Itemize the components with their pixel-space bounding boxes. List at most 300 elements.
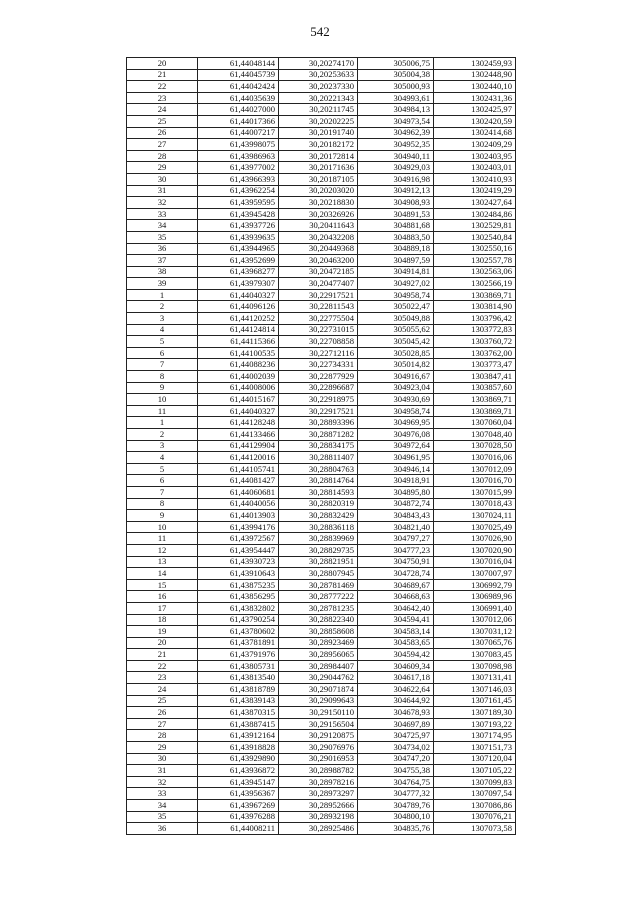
table-row <box>127 127 516 139</box>
coordinates-table <box>126 57 516 835</box>
x-coordinate-cell: 304583,65 <box>358 637 434 649</box>
x-coordinate-cell: 304644,92 <box>358 695 434 707</box>
x-coordinate-cell: 304984,13 <box>358 104 434 116</box>
x-coordinate-cell: 304797,27 <box>358 533 434 545</box>
point-number-cell: 10 <box>127 521 198 533</box>
latitude-cell: 61,43945147 <box>198 776 279 788</box>
y-coordinate-cell: 1307120,04 <box>434 753 516 765</box>
x-coordinate-cell: 304789,76 <box>358 800 434 812</box>
longitude-cell: 30,22731015 <box>279 324 358 336</box>
point-number-cell: 34 <box>127 220 198 232</box>
y-coordinate-cell: 1302563,06 <box>434 266 516 278</box>
latitude-cell: 61,44120016 <box>198 452 279 464</box>
table-row <box>127 614 516 626</box>
table-row <box>127 115 516 127</box>
x-coordinate-cell: 304668,63 <box>358 591 434 603</box>
y-coordinate-cell: 1307073,58 <box>434 823 516 835</box>
x-coordinate-cell: 304930,69 <box>358 394 434 406</box>
latitude-cell: 61,43832802 <box>198 602 279 614</box>
table-row <box>127 92 516 104</box>
y-coordinate-cell: 1307024,11 <box>434 510 516 522</box>
longitude-cell: 30,29044762 <box>279 672 358 684</box>
longitude-cell: 30,28781235 <box>279 602 358 614</box>
x-coordinate-cell: 304843,43 <box>358 510 434 522</box>
table-row <box>127 301 516 313</box>
x-coordinate-cell: 305028,85 <box>358 347 434 359</box>
y-coordinate-cell: 1307083,45 <box>434 649 516 661</box>
x-coordinate-cell: 304642,40 <box>358 602 434 614</box>
table-row <box>127 475 516 487</box>
table-row <box>127 452 516 464</box>
table-row <box>127 417 516 429</box>
x-coordinate-cell: 304916,98 <box>358 173 434 185</box>
x-coordinate-cell: 304881,68 <box>358 220 434 232</box>
longitude-cell: 30,28822340 <box>279 614 358 626</box>
y-coordinate-cell: 1307086,86 <box>434 800 516 812</box>
point-number-cell: 25 <box>127 695 198 707</box>
longitude-cell: 30,28923469 <box>279 637 358 649</box>
table-row <box>127 695 516 707</box>
x-coordinate-cell: 304923,04 <box>358 382 434 394</box>
latitude-cell: 61,43968277 <box>198 266 279 278</box>
longitude-cell: 30,28807945 <box>279 568 358 580</box>
latitude-cell: 61,44088236 <box>198 359 279 371</box>
table-row <box>127 718 516 730</box>
table-row <box>127 672 516 684</box>
y-coordinate-cell: 1307065,76 <box>434 637 516 649</box>
x-coordinate-cell: 304800,10 <box>358 811 434 823</box>
latitude-cell: 61,43986963 <box>198 150 279 162</box>
y-coordinate-cell: 1307098,98 <box>434 660 516 672</box>
x-coordinate-cell: 304972,64 <box>358 440 434 452</box>
point-number-cell: 34 <box>127 800 198 812</box>
x-coordinate-cell: 304777,32 <box>358 788 434 800</box>
x-coordinate-cell: 304973,54 <box>358 115 434 127</box>
latitude-cell: 61,43944965 <box>198 243 279 255</box>
x-coordinate-cell: 304897,59 <box>358 255 434 267</box>
x-coordinate-cell: 304728,74 <box>358 568 434 580</box>
latitude-cell: 61,44035639 <box>198 92 279 104</box>
y-coordinate-cell: 1307131,41 <box>434 672 516 684</box>
longitude-cell: 30,28893396 <box>279 417 358 429</box>
point-number-cell: 20 <box>127 58 198 70</box>
y-coordinate-cell: 1302414,68 <box>434 127 516 139</box>
latitude-cell: 61,43976288 <box>198 811 279 823</box>
longitude-cell: 30,22917521 <box>279 405 358 417</box>
y-coordinate-cell: 1307016,06 <box>434 452 516 464</box>
table-row <box>127 289 516 301</box>
latitude-cell: 61,43839143 <box>198 695 279 707</box>
point-number-cell: 2 <box>127 301 198 313</box>
x-coordinate-cell: 304747,20 <box>358 753 434 765</box>
longitude-cell: 30,20187105 <box>279 173 358 185</box>
x-coordinate-cell: 305014,82 <box>358 359 434 371</box>
latitude-cell: 61,43918828 <box>198 742 279 754</box>
point-number-cell: 22 <box>127 81 198 93</box>
y-coordinate-cell: 1307076,21 <box>434 811 516 823</box>
longitude-cell: 30,28834175 <box>279 440 358 452</box>
point-number-cell: 19 <box>127 626 198 638</box>
y-coordinate-cell: 1307018,43 <box>434 498 516 510</box>
point-number-cell: 23 <box>127 672 198 684</box>
longitude-cell: 30,20463200 <box>279 255 358 267</box>
table-row <box>127 544 516 556</box>
latitude-cell: 61,44008211 <box>198 823 279 835</box>
table-row <box>127 823 516 835</box>
table-row <box>127 278 516 290</box>
y-coordinate-cell: 1307097,54 <box>434 788 516 800</box>
y-coordinate-cell: 1302403,01 <box>434 162 516 174</box>
table-row <box>127 185 516 197</box>
table-row <box>127 556 516 568</box>
table-row <box>127 429 516 441</box>
longitude-cell: 30,20274170 <box>279 58 358 70</box>
point-number-cell: 20 <box>127 637 198 649</box>
x-coordinate-cell: 304891,53 <box>358 208 434 220</box>
longitude-cell: 30,28832429 <box>279 510 358 522</box>
point-number-cell: 1 <box>127 417 198 429</box>
y-coordinate-cell: 1303762,00 <box>434 347 516 359</box>
latitude-cell: 61,43790254 <box>198 614 279 626</box>
longitude-cell: 30,20411643 <box>279 220 358 232</box>
longitude-cell: 30,28839969 <box>279 533 358 545</box>
latitude-cell: 61,44120252 <box>198 313 279 325</box>
latitude-cell: 61,43870315 <box>198 707 279 719</box>
y-coordinate-cell: 1307048,40 <box>434 429 516 441</box>
latitude-cell: 61,44002039 <box>198 371 279 383</box>
y-coordinate-cell: 1307020,90 <box>434 544 516 556</box>
longitude-cell: 30,28973297 <box>279 788 358 800</box>
latitude-cell: 61,44045739 <box>198 69 279 81</box>
latitude-cell: 61,44133466 <box>198 429 279 441</box>
table-row <box>127 394 516 406</box>
latitude-cell: 61,44042424 <box>198 81 279 93</box>
point-number-cell: 21 <box>127 649 198 661</box>
latitude-cell: 61,44017366 <box>198 115 279 127</box>
latitude-cell: 61,43937726 <box>198 220 279 232</box>
y-coordinate-cell: 1307174,95 <box>434 730 516 742</box>
table-row <box>127 336 516 348</box>
longitude-cell: 30,28820319 <box>279 498 358 510</box>
table-row <box>127 649 516 661</box>
table-row <box>127 405 516 417</box>
longitude-cell: 30,20449368 <box>279 243 358 255</box>
table-row <box>127 707 516 719</box>
table-row <box>127 637 516 649</box>
x-coordinate-cell: 304583,14 <box>358 626 434 638</box>
longitude-cell: 30,20432208 <box>279 231 358 243</box>
point-number-cell: 36 <box>127 243 198 255</box>
longitude-cell: 30,20202225 <box>279 115 358 127</box>
latitude-cell: 61,44048144 <box>198 58 279 70</box>
y-coordinate-cell: 1302529,81 <box>434 220 516 232</box>
point-number-cell: 27 <box>127 718 198 730</box>
longitude-cell: 30,22918975 <box>279 394 358 406</box>
y-coordinate-cell: 1307016,70 <box>434 475 516 487</box>
x-coordinate-cell: 305055,62 <box>358 324 434 336</box>
latitude-cell: 61,44008006 <box>198 382 279 394</box>
table-row <box>127 788 516 800</box>
y-coordinate-cell: 1306992,79 <box>434 579 516 591</box>
longitude-cell: 30,22917521 <box>279 289 358 301</box>
x-coordinate-cell: 304962,39 <box>358 127 434 139</box>
point-number-cell: 15 <box>127 579 198 591</box>
longitude-cell: 30,28952666 <box>279 800 358 812</box>
y-coordinate-cell: 1302431,36 <box>434 92 516 104</box>
y-coordinate-cell: 1303869,71 <box>434 289 516 301</box>
longitude-cell: 30,28814764 <box>279 475 358 487</box>
longitude-cell: 30,28988782 <box>279 765 358 777</box>
longitude-cell: 30,29016953 <box>279 753 358 765</box>
point-number-cell: 39 <box>127 278 198 290</box>
y-coordinate-cell: 1303857,60 <box>434 382 516 394</box>
longitude-cell: 30,22775504 <box>279 313 358 325</box>
point-number-cell: 27 <box>127 139 198 151</box>
table-row <box>127 521 516 533</box>
x-coordinate-cell: 304734,02 <box>358 742 434 754</box>
longitude-cell: 30,20253633 <box>279 69 358 81</box>
x-coordinate-cell: 305000,93 <box>358 81 434 93</box>
point-number-cell: 18 <box>127 614 198 626</box>
x-coordinate-cell: 304678,93 <box>358 707 434 719</box>
point-number-cell: 8 <box>127 498 198 510</box>
x-coordinate-cell: 304946,14 <box>358 463 434 475</box>
longitude-cell: 30,20477407 <box>279 278 358 290</box>
table-row <box>127 730 516 742</box>
latitude-cell: 61,43939635 <box>198 231 279 243</box>
x-coordinate-cell: 304689,67 <box>358 579 434 591</box>
x-coordinate-cell: 304835,76 <box>358 823 434 835</box>
y-coordinate-cell: 1302459,93 <box>434 58 516 70</box>
longitude-cell: 30,28925486 <box>279 823 358 835</box>
point-number-cell: 6 <box>127 475 198 487</box>
longitude-cell: 30,29099643 <box>279 695 358 707</box>
latitude-cell: 61,43929890 <box>198 753 279 765</box>
table-row <box>127 742 516 754</box>
latitude-cell: 61,44128248 <box>198 417 279 429</box>
x-coordinate-cell: 304958,74 <box>358 405 434 417</box>
longitude-cell: 30,22811543 <box>279 301 358 313</box>
latitude-cell: 61,44129904 <box>198 440 279 452</box>
point-number-cell: 28 <box>127 730 198 742</box>
point-number-cell: 2 <box>127 429 198 441</box>
longitude-cell: 30,20326926 <box>279 208 358 220</box>
x-coordinate-cell: 304622,64 <box>358 684 434 696</box>
point-number-cell: 21 <box>127 69 198 81</box>
x-coordinate-cell: 305022,47 <box>358 301 434 313</box>
x-coordinate-cell: 304912,13 <box>358 185 434 197</box>
table-row <box>127 776 516 788</box>
longitude-cell: 30,28781469 <box>279 579 358 591</box>
y-coordinate-cell: 1302448,90 <box>434 69 516 81</box>
table-row <box>127 313 516 325</box>
latitude-cell: 61,43994176 <box>198 521 279 533</box>
x-coordinate-cell: 305004,38 <box>358 69 434 81</box>
longitude-cell: 30,28804763 <box>279 463 358 475</box>
point-number-cell: 3 <box>127 440 198 452</box>
latitude-cell: 61,44007217 <box>198 127 279 139</box>
y-coordinate-cell: 1307105,22 <box>434 765 516 777</box>
page-number: 542 <box>310 24 330 39</box>
x-coordinate-cell: 304883,50 <box>358 231 434 243</box>
point-number-cell: 35 <box>127 811 198 823</box>
longitude-cell: 30,28984407 <box>279 660 358 672</box>
table-row <box>127 568 516 580</box>
x-coordinate-cell: 304764,75 <box>358 776 434 788</box>
point-number-cell: 11 <box>127 405 198 417</box>
longitude-cell: 30,28932198 <box>279 811 358 823</box>
x-coordinate-cell: 305006,75 <box>358 58 434 70</box>
point-number-cell: 36 <box>127 823 198 835</box>
latitude-cell: 61,43805731 <box>198 660 279 672</box>
longitude-cell: 30,28829735 <box>279 544 358 556</box>
x-coordinate-cell: 304755,38 <box>358 765 434 777</box>
latitude-cell: 61,43875235 <box>198 579 279 591</box>
x-coordinate-cell: 304697,89 <box>358 718 434 730</box>
x-coordinate-cell: 304927,02 <box>358 278 434 290</box>
latitude-cell: 61,43979307 <box>198 278 279 290</box>
point-number-cell: 29 <box>127 162 198 174</box>
point-number-cell: 32 <box>127 197 198 209</box>
latitude-cell: 61,44015167 <box>198 394 279 406</box>
point-number-cell: 24 <box>127 684 198 696</box>
y-coordinate-cell: 1302419,29 <box>434 185 516 197</box>
latitude-cell: 61,43791976 <box>198 649 279 661</box>
y-coordinate-cell: 1307099,83 <box>434 776 516 788</box>
y-coordinate-cell: 1307026,90 <box>434 533 516 545</box>
table-row <box>127 510 516 522</box>
longitude-cell: 30,28956065 <box>279 649 358 661</box>
longitude-cell: 30,28871282 <box>279 429 358 441</box>
latitude-cell: 61,44040327 <box>198 405 279 417</box>
x-coordinate-cell: 304872,74 <box>358 498 434 510</box>
table-row <box>127 591 516 603</box>
longitude-cell: 30,20182172 <box>279 139 358 151</box>
table-row <box>127 58 516 70</box>
table-row <box>127 69 516 81</box>
longitude-cell: 30,29120875 <box>279 730 358 742</box>
table-row <box>127 347 516 359</box>
latitude-cell: 61,43956367 <box>198 788 279 800</box>
y-coordinate-cell: 1302409,29 <box>434 139 516 151</box>
longitude-cell: 30,20237330 <box>279 81 358 93</box>
point-number-cell: 12 <box>127 544 198 556</box>
y-coordinate-cell: 1307015,99 <box>434 486 516 498</box>
x-coordinate-cell: 304594,42 <box>358 649 434 661</box>
table-row <box>127 498 516 510</box>
table-row <box>127 150 516 162</box>
x-coordinate-cell: 304594,41 <box>358 614 434 626</box>
x-coordinate-cell: 304976,08 <box>358 429 434 441</box>
table-row <box>127 255 516 267</box>
point-number-cell: 8 <box>127 371 198 383</box>
y-coordinate-cell: 1307028,50 <box>434 440 516 452</box>
latitude-cell: 61,44105741 <box>198 463 279 475</box>
point-number-cell: 13 <box>127 556 198 568</box>
x-coordinate-cell: 305049,88 <box>358 313 434 325</box>
longitude-cell: 30,22734331 <box>279 359 358 371</box>
y-coordinate-cell: 1302420,59 <box>434 115 516 127</box>
table-row <box>127 162 516 174</box>
x-coordinate-cell: 304750,91 <box>358 556 434 568</box>
point-number-cell: 22 <box>127 660 198 672</box>
x-coordinate-cell: 304918,91 <box>358 475 434 487</box>
point-number-cell: 29 <box>127 742 198 754</box>
y-coordinate-cell: 1302440,10 <box>434 81 516 93</box>
y-coordinate-cell: 1307060,04 <box>434 417 516 429</box>
table-row <box>127 220 516 232</box>
longitude-cell: 30,20172814 <box>279 150 358 162</box>
table-row <box>127 602 516 614</box>
y-coordinate-cell: 1303869,71 <box>434 394 516 406</box>
y-coordinate-cell: 1307031,12 <box>434 626 516 638</box>
point-number-cell: 26 <box>127 707 198 719</box>
longitude-cell: 30,20171636 <box>279 162 358 174</box>
y-coordinate-cell: 1303869,71 <box>434 405 516 417</box>
y-coordinate-cell: 1302410,93 <box>434 173 516 185</box>
point-number-cell: 7 <box>127 359 198 371</box>
point-number-cell: 35 <box>127 231 198 243</box>
latitude-cell: 61,43972567 <box>198 533 279 545</box>
longitude-cell: 30,22877929 <box>279 371 358 383</box>
point-number-cell: 17 <box>127 602 198 614</box>
point-number-cell: 9 <box>127 382 198 394</box>
longitude-cell: 30,28978216 <box>279 776 358 788</box>
longitude-cell: 30,28777222 <box>279 591 358 603</box>
y-coordinate-cell: 1307007,97 <box>434 568 516 580</box>
x-coordinate-cell: 304889,18 <box>358 243 434 255</box>
y-coordinate-cell: 1307025,49 <box>434 521 516 533</box>
latitude-cell: 61,43930723 <box>198 556 279 568</box>
table-row <box>127 197 516 209</box>
point-number-cell: 28 <box>127 150 198 162</box>
x-coordinate-cell: 304969,95 <box>358 417 434 429</box>
table-row <box>127 811 516 823</box>
y-coordinate-cell: 1307016,04 <box>434 556 516 568</box>
table-row <box>127 579 516 591</box>
point-number-cell: 24 <box>127 104 198 116</box>
table-row <box>127 660 516 672</box>
longitude-cell: 30,29071874 <box>279 684 358 696</box>
y-coordinate-cell: 1307012,09 <box>434 463 516 475</box>
longitude-cell: 30,22708858 <box>279 336 358 348</box>
table-row <box>127 765 516 777</box>
table-row <box>127 753 516 765</box>
y-coordinate-cell: 1306991,40 <box>434 602 516 614</box>
y-coordinate-cell: 1303847,41 <box>434 371 516 383</box>
latitude-cell: 61,43818789 <box>198 684 279 696</box>
longitude-cell: 30,28814593 <box>279 486 358 498</box>
x-coordinate-cell: 304609,34 <box>358 660 434 672</box>
y-coordinate-cell: 1303796,42 <box>434 313 516 325</box>
x-coordinate-cell: 304929,03 <box>358 162 434 174</box>
point-number-cell: 33 <box>127 788 198 800</box>
x-coordinate-cell: 304821,40 <box>358 521 434 533</box>
y-coordinate-cell: 1302425,97 <box>434 104 516 116</box>
y-coordinate-cell: 1307189,30 <box>434 707 516 719</box>
point-number-cell: 4 <box>127 452 198 464</box>
table-row <box>127 324 516 336</box>
point-number-cell: 10 <box>127 394 198 406</box>
longitude-cell: 30,28836118 <box>279 521 358 533</box>
point-number-cell: 30 <box>127 753 198 765</box>
latitude-cell: 61,43912164 <box>198 730 279 742</box>
latitude-cell: 61,43813540 <box>198 672 279 684</box>
point-number-cell: 11 <box>127 533 198 545</box>
longitude-cell: 30,20218830 <box>279 197 358 209</box>
y-coordinate-cell: 1302550,16 <box>434 243 516 255</box>
table-row <box>127 684 516 696</box>
